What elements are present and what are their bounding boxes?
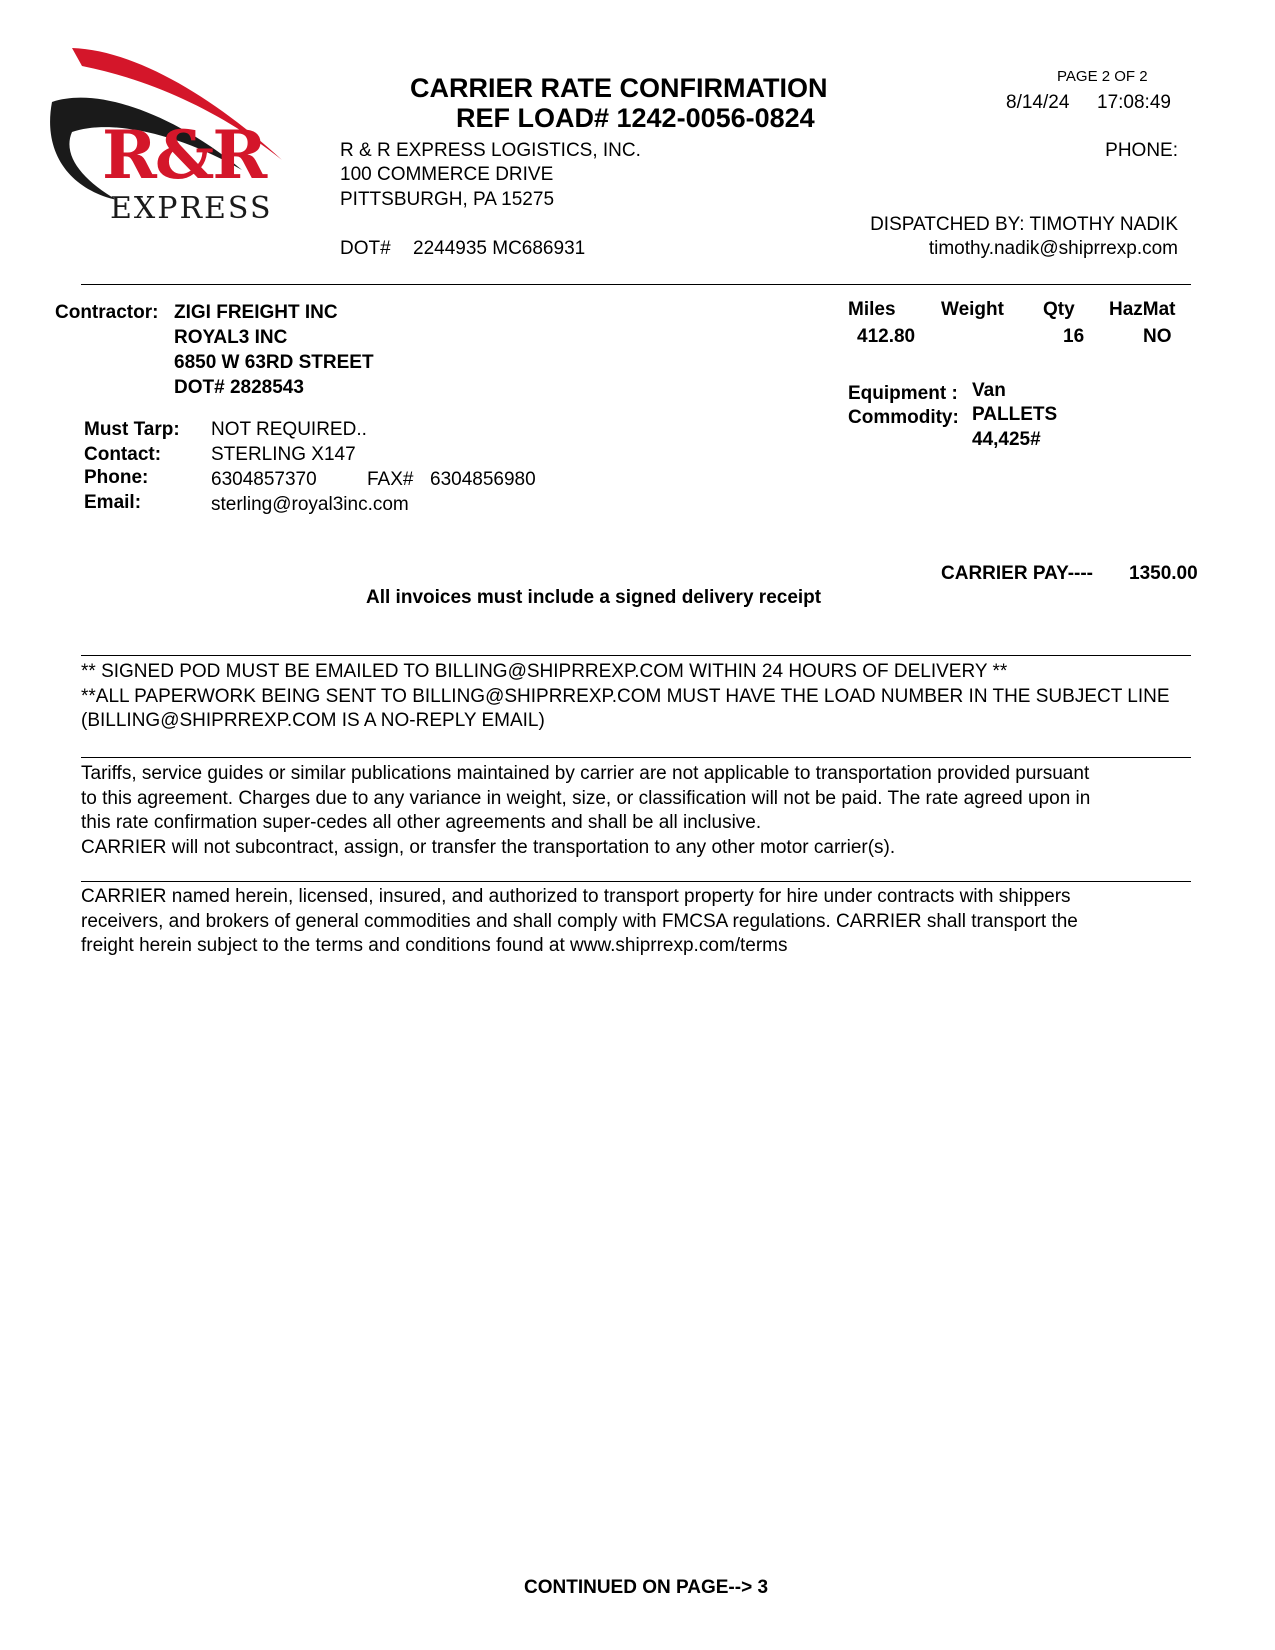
- divider-notices: [81, 655, 1191, 656]
- tariff-line: to this agreement. Charges due to any variance in weight, size, or classification will not be paid. The rate agreed upon in: [81, 787, 1091, 809]
- carrier-terms: [81, 885, 1078, 959]
- hazmat-value: NO: [1143, 326, 1172, 347]
- tariff-line: Tariffs, service guides or similar publications maintained by carrier are not applicable to transportation provided pursuant: [81, 763, 1090, 784]
- notice-line: (BILLING@SHIPRREXP.COM IS A NO-REPLY EMAIL): [81, 710, 545, 731]
- commodity-value: PALLETS: [972, 404, 1058, 425]
- qty-value: 16: [1063, 326, 1085, 347]
- invoice-note: All invoices must include a signed delivery receipt: [366, 587, 822, 608]
- terms-line: freight herein subject to the terms and conditions found at www.shiprrexp.com/terms: [81, 935, 788, 956]
- contact-label: Contact:: [84, 444, 162, 465]
- print-time: 17:08:49: [1097, 92, 1171, 113]
- commodity-label: Commodity:: [848, 407, 959, 428]
- must-tarp-value: NOT REQUIRED..: [211, 419, 367, 440]
- divider-carrier-terms: [81, 881, 1191, 882]
- billing-notices: [81, 660, 1275, 734]
- miles-value: 412.80: [857, 326, 916, 347]
- tariff-line: CARRIER will not subcontract, assign, or transfer the transportation to any other motor carrier(s).: [81, 836, 896, 858]
- tariff-line: this rate confirmation super-cedes all other agreements and shall be all inclusive.: [81, 812, 762, 833]
- fax-value: 6304856980: [430, 469, 536, 490]
- page-number: PAGE 2 OF 2: [1057, 68, 1148, 85]
- broker-dot-mc: 2244935 MC686931: [413, 238, 586, 259]
- notice-line: ** SIGNED POD MUST BE EMAILED TO BILLING@SHIPRREXP.COM WITHIN 24 HOURS OF DELIVERY **: [81, 661, 1008, 682]
- carrier-pay-label: CARRIER PAY----: [941, 563, 1094, 584]
- terms-line: CARRIER named herein, licensed, insured, and authorized to transport property for hire under contracts with shippers: [81, 886, 1071, 907]
- contractor-name: ZIGI FREIGHT INC: [174, 302, 338, 323]
- hazmat-header: HazMat: [1109, 299, 1176, 320]
- terms-line: receivers, and brokers of general commodities and shall comply with FMCSA regulations. CARRIER shall transport the: [81, 910, 1078, 932]
- broker-address-line1: 100 COMMERCE DRIVE: [340, 164, 554, 185]
- qty-header: Qty: [1043, 299, 1075, 320]
- contractor-street: 6850 W 63RD STREET: [174, 352, 374, 373]
- dispatcher-email[interactable]: timothy.nadik@shiprrexp.com: [928, 238, 1178, 259]
- continued-footer: CONTINUED ON PAGE--> 3: [524, 1577, 769, 1598]
- miles-header: Miles: [848, 299, 896, 320]
- phone-value: 6304857370: [211, 469, 317, 490]
- must-tarp-label: Must Tarp:: [84, 419, 180, 440]
- phone-label: PHONE:: [1105, 140, 1178, 161]
- document-title: CARRIER RATE CONFIRMATION: [410, 73, 828, 103]
- broker-company-name: R & R EXPRESS LOGISTICS, INC.: [340, 140, 641, 161]
- ref-load-number: REF LOAD# 1242-0056-0824: [456, 103, 815, 133]
- dispatched-by: DISPATCHED BY: TIMOTHY NADIK: [870, 214, 1178, 235]
- contact-value: STERLING X147: [211, 444, 356, 465]
- company-logo: [42, 40, 317, 240]
- logo-text-bottom: EXPRESS: [110, 191, 273, 226]
- broker-address-line2: PITTSBURGH, PA 15275: [340, 189, 555, 210]
- email-value[interactable]: sterling@royal3inc.com: [211, 494, 409, 515]
- commodity-weight: 44,425#: [972, 429, 1041, 450]
- contractor-company: ROYAL3 INC: [174, 327, 288, 348]
- fax-label: FAX#: [367, 469, 414, 490]
- weight-header: Weight: [941, 299, 1004, 320]
- contractor-label: Contractor:: [55, 302, 159, 323]
- equipment-label: Equipment :: [848, 383, 958, 404]
- email-label: Email:: [84, 492, 142, 513]
- carrier-pay-amount: 1350.00: [1129, 563, 1198, 584]
- contractor-dot: DOT# 2828543: [174, 377, 304, 398]
- tariff-terms: [81, 762, 1090, 860]
- broker-dot-label: DOT#: [340, 238, 391, 259]
- divider-tariffs: [81, 757, 1191, 758]
- equipment-value: Van: [972, 380, 1006, 401]
- logo-text-top: R&R: [102, 116, 266, 194]
- notice-line: **ALL PAPERWORK BEING SENT TO BILLING@SHIPRREXP.COM MUST HAVE THE LOAD NUMBER IN THE SUBJECT LINE: [81, 685, 1170, 707]
- phone-field-label: Phone:: [84, 467, 149, 488]
- print-date: 8/14/24: [1006, 92, 1070, 113]
- divider-header: [81, 284, 1191, 285]
